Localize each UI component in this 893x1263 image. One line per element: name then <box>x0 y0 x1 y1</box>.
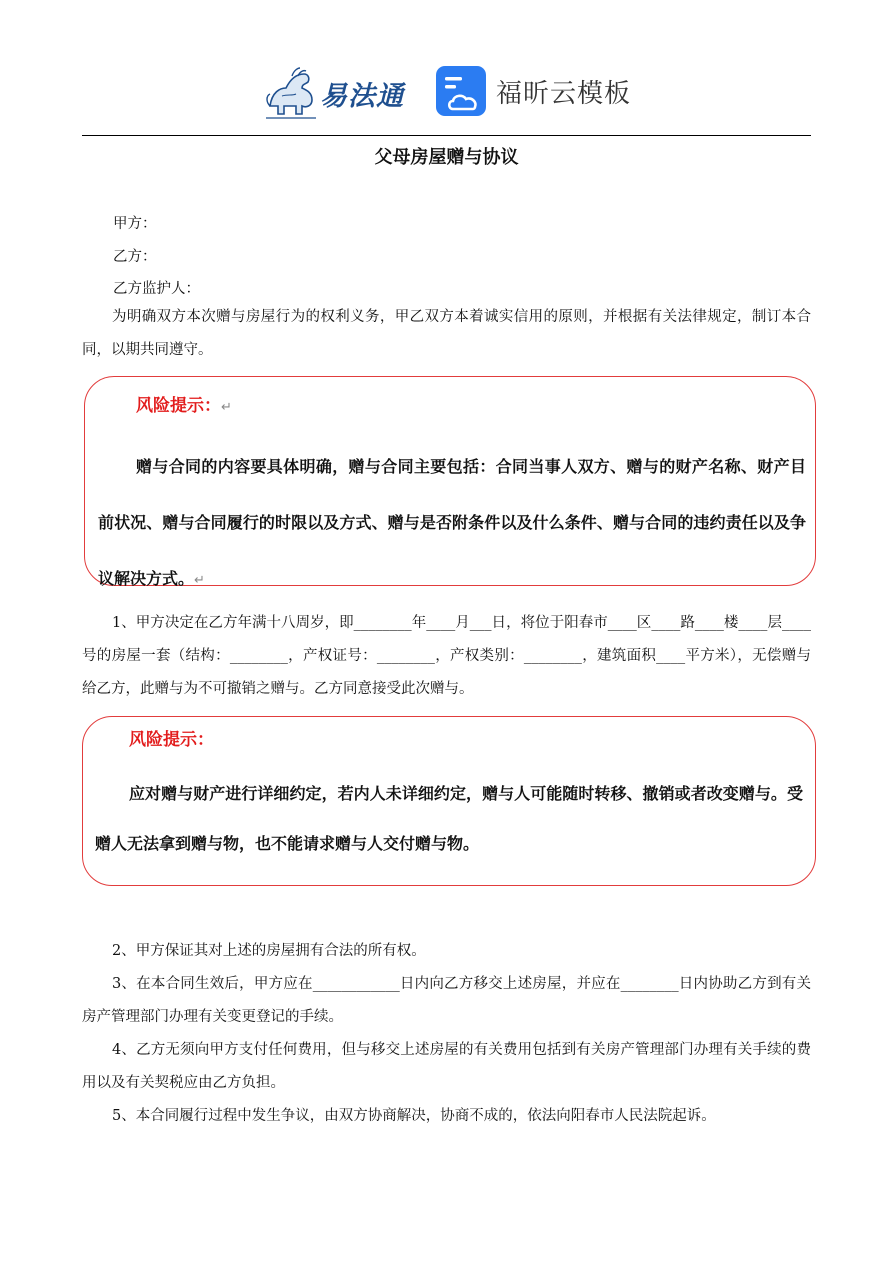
paragraph-mark-2: ↵ <box>194 573 205 588</box>
cloud-doc-icon <box>436 66 486 116</box>
logo1-text: 易法通 <box>320 81 404 112</box>
header-divider <box>82 135 811 136</box>
risk-title-1 <box>136 391 232 416</box>
document-title: 父母房屋赠与协议 <box>374 147 519 168</box>
risk-box-1 <box>84 376 816 586</box>
clause-4: 4、乙方无须向甲方支付任何费用，但与移交上述房屋的有关费用包括到有关房产管理部门办理有关手续的费用以及有关契税应由乙方负担。 <box>82 1042 811 1091</box>
paragraph-mark-1: ↵ <box>221 400 232 415</box>
party-a-field: 甲方： <box>113 216 157 232</box>
risk-body-2: 应对赠与财产进行详细约定，若内人未详细约定，赠与人可能随时转移、撤销或者改变赠与。受赠人无法拿到赠与物，也不能请求赠与人交付赠与物。 <box>95 784 803 853</box>
clause-2: 2、甲方保证其对上述的房屋拥有合法的所有权。 <box>112 943 426 959</box>
risk-title-1-text: 风险提示： <box>136 396 221 416</box>
risk-body-1-text: 赠与合同的内容要具体明确，赠与合同主要包括：合同当事人双方、赠与的财产名称、财产目前状况、赠与合同履行的时限以及方式、赠与是否附条件以及什么条件、赠与合同的违约责任以及争议解决方式。 <box>98 457 806 588</box>
clause-1: 1、甲方决定在乙方年满十八周岁，即________年____月___日，将位于阳春市____区____路____楼____层____号的房屋一套（结构：________，产权证号：________，产权类别：________，建筑面积____平方米），无偿赠与给乙方，此赠与为不可撤销之赠与。乙方同意接受此次赠与。 <box>82 615 811 697</box>
clause-3: 3、在本合同生效后，甲方应在____________日内向乙方移交上述房屋，并应在________日内协助乙方到有关房产管理部门办理有关变更登记的手续。 <box>82 976 811 1025</box>
fuxin-logo <box>436 66 656 118</box>
logo2-text: 福昕云模板 <box>496 79 632 109</box>
header <box>0 58 893 124</box>
intro-paragraph: 为明确双方本次赠与房屋行为的权利义务，甲乙双方本着诚实信用的原则，并根据有关法律规定，制订本合同，以期共同遵守。 <box>82 309 811 358</box>
risk-box-2 <box>82 716 816 886</box>
clause-5: 5、本合同履行过程中发生争议，由双方协商解决，协商不成的，依法向阳春市人民法院起诉。 <box>112 1108 716 1124</box>
qilin-icon <box>262 62 320 120</box>
risk-body-1 <box>98 439 806 609</box>
yifatong-logo <box>262 62 422 120</box>
party-b-field: 乙方： <box>113 249 157 265</box>
risk-title-2: 风险提示： <box>129 730 214 750</box>
guardian-field: 乙方监护人： <box>113 281 200 297</box>
